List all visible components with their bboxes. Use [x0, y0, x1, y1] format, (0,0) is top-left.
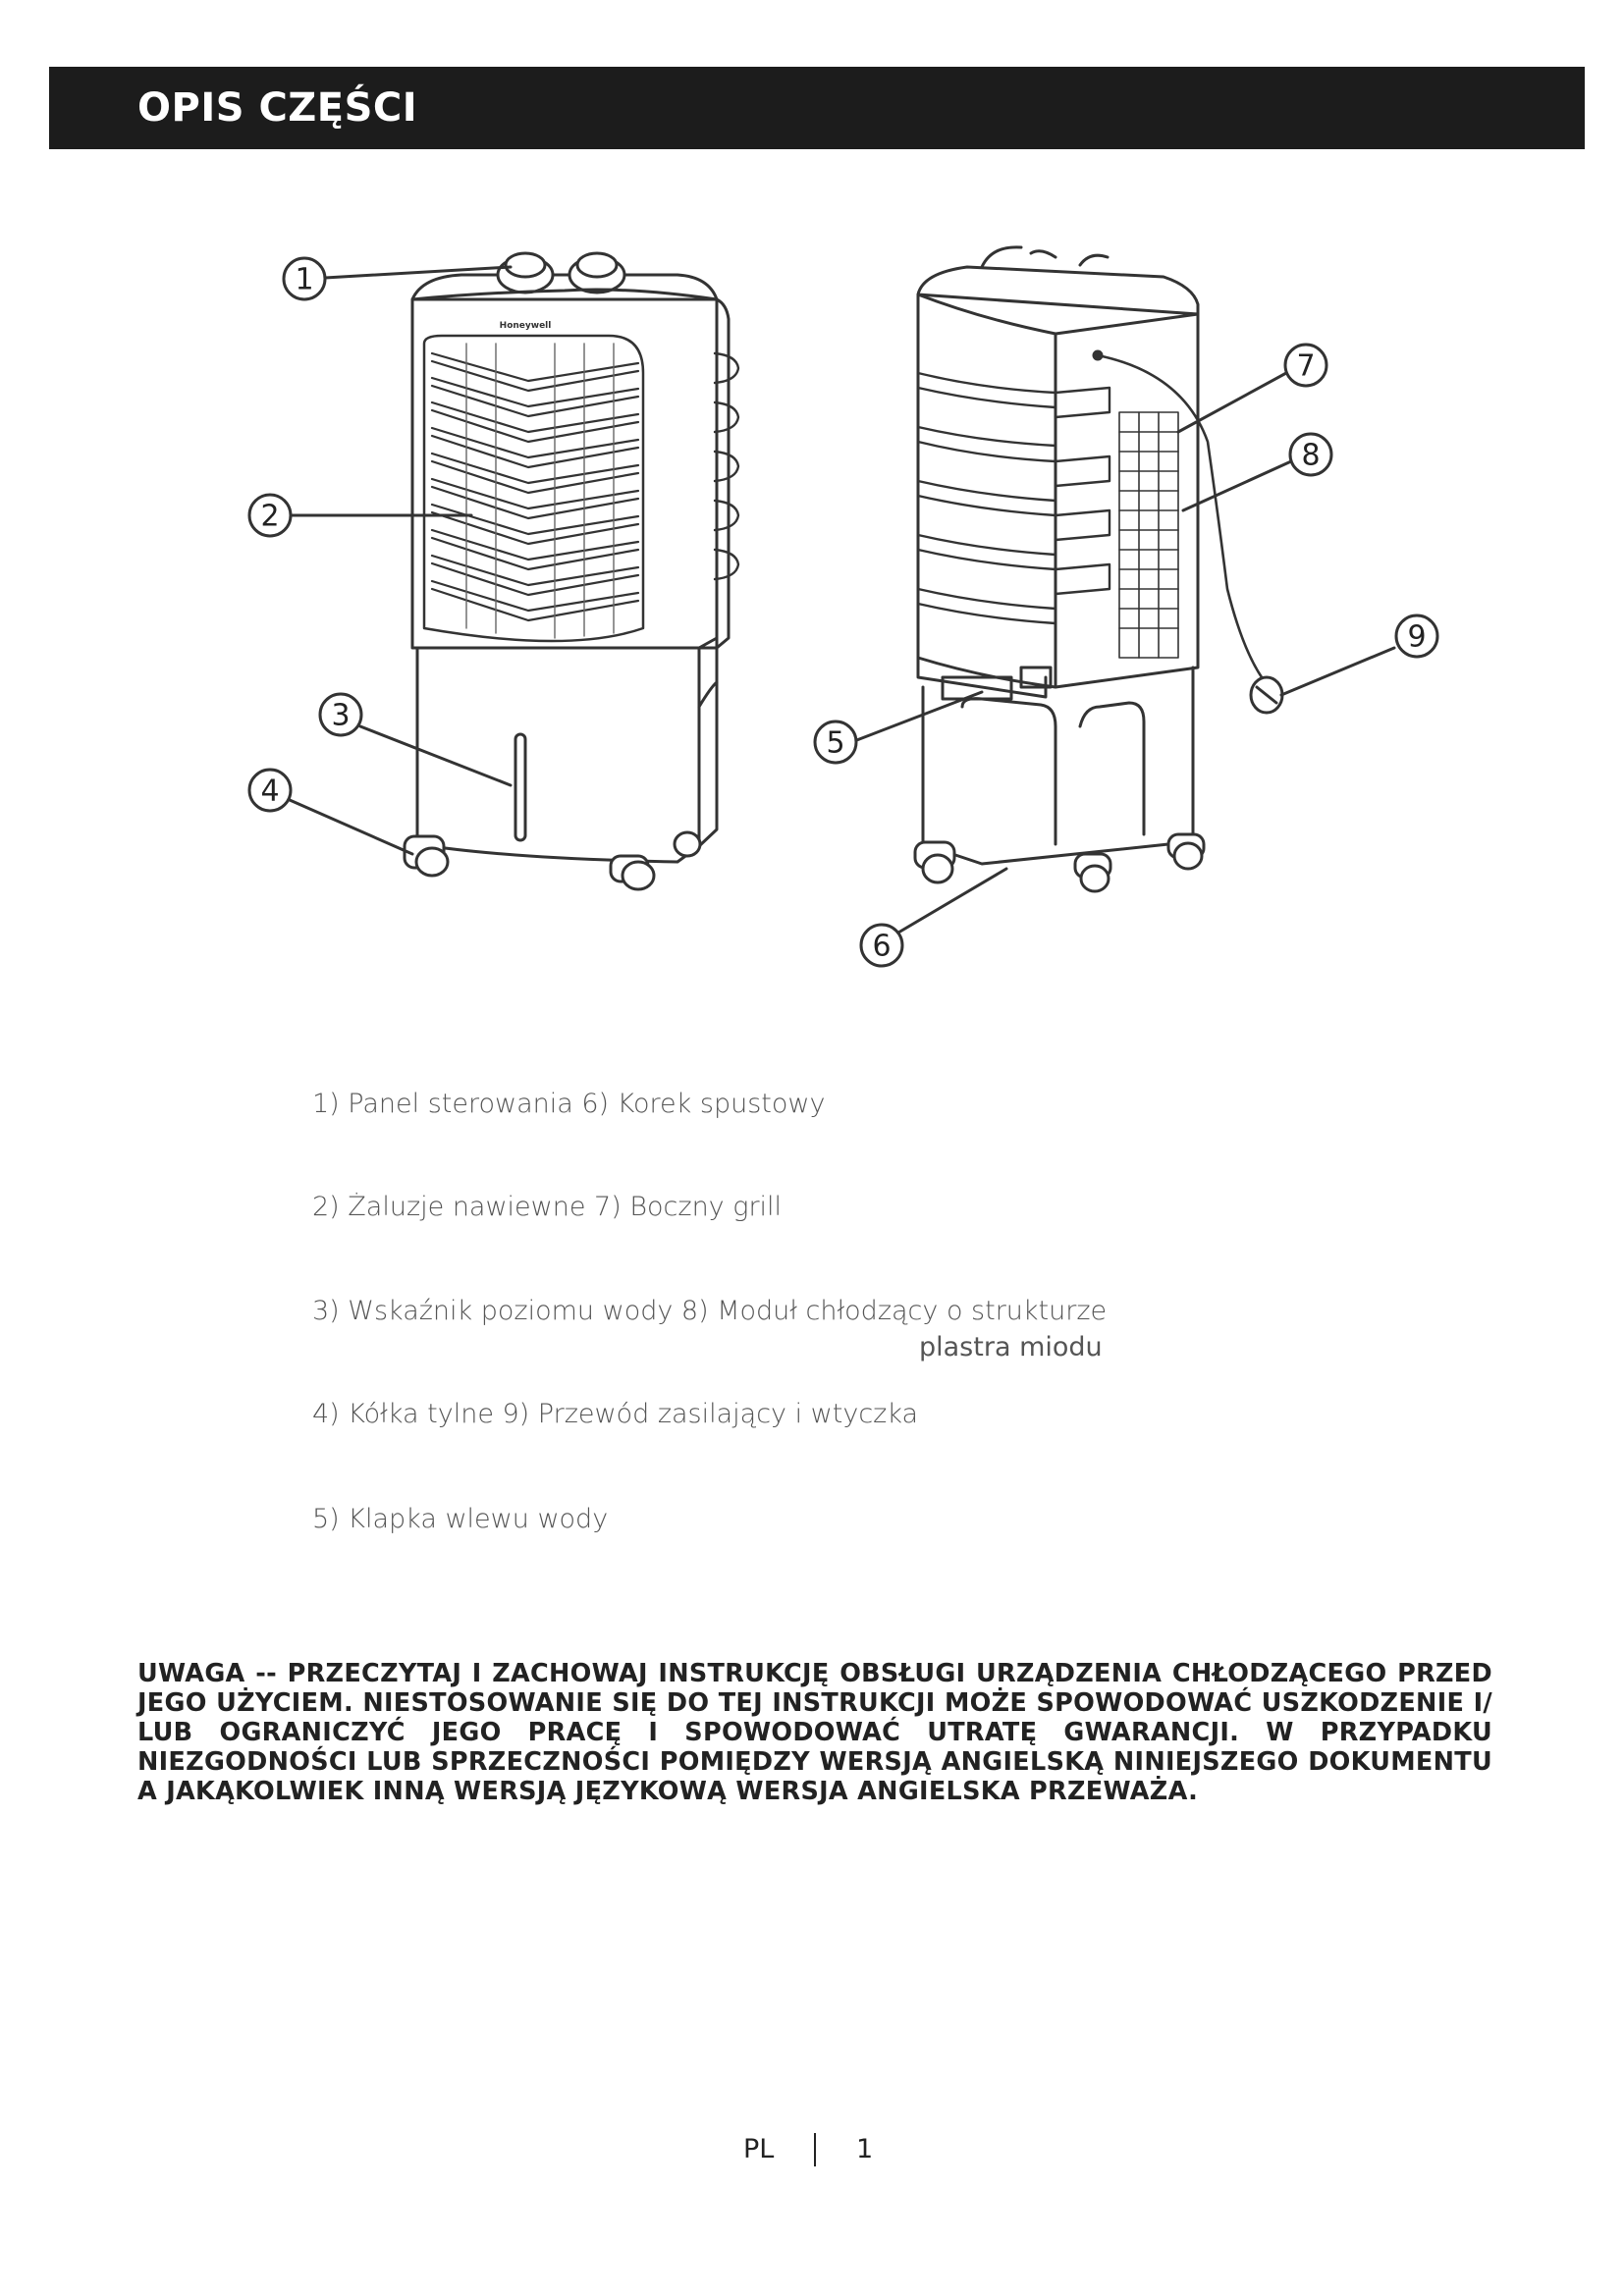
control-knob-icon — [569, 253, 624, 293]
warning-notice: UWAGA -- PRZECZYTAJ I ZACHOWAJ INSTRUKCJĘ OBSŁUGI URZĄDZENIA CHŁODZĄCEGO PRZED JEGO UŻYCIEM. NIESTOSOWANIE SIĘ DO TEJ INSTRUKCJI MOŻE SPOWODOWAĆ USZKODZENIE I/ LUB OGRANICZYĆ JEGO PRACĘ I SPOWODOWAĆ UTRATĘ GWARANCJI. W PRZYPADKU NIEZGODNOŚCI LUB SPRZECZNOŚCI POMIĘDZY WERSJĄ ANGIELSKĄ NINIEJSZEGO DOKUMENTU A JAKĄKOLWIEK INNĄ WERSJĄ JĘZYKOWĄ WERSJA ANGIELSKA PRZEWAŻA. — [137, 1659, 1492, 1806]
part-item-2: 2) Żaluzje nawiewne 7) Boczny grill — [312, 1192, 783, 1222]
callout-4 — [249, 770, 291, 811]
footer-separator — [814, 2133, 816, 2166]
part-item-5: 5) Klapka wlewu wody — [312, 1504, 609, 1534]
callout-number: 9 — [1407, 619, 1427, 655]
control-knob-icon — [498, 253, 553, 293]
part-item-4: 4) Kółka tylne 9) Przewód zasilający i wtyczka — [312, 1399, 919, 1429]
front-unit-illustration — [405, 253, 738, 889]
callout-number: 4 — [260, 774, 280, 809]
callout-5 — [815, 721, 856, 763]
wheel-icon — [1075, 854, 1110, 891]
callout-number: 6 — [872, 929, 892, 964]
callout-number: 1 — [295, 262, 314, 297]
callout-9 — [1396, 615, 1437, 657]
callout-number: 5 — [826, 725, 845, 761]
page-number: 1 — [856, 2134, 874, 2164]
parts-diagram — [0, 0, 1624, 982]
wheel-icon — [675, 832, 700, 856]
callout-number: 2 — [260, 499, 280, 534]
callout-8 — [1290, 434, 1331, 475]
callout-number: 3 — [331, 698, 351, 733]
wheel-icon — [611, 856, 654, 889]
wheel-icon — [405, 836, 448, 876]
callout-number: 8 — [1301, 438, 1321, 473]
brand-label: Honeywell — [499, 321, 552, 331]
wheel-icon — [915, 842, 954, 882]
callout-2 — [249, 495, 291, 536]
part-item-1: 1) Panel sterowania 6) Korek spustowy — [312, 1089, 826, 1119]
footer-language: PL — [743, 2134, 775, 2164]
section-title: OPIS CZĘŚCI — [137, 85, 418, 131]
plug-icon — [1251, 677, 1282, 713]
callout-1 — [284, 258, 325, 299]
honeycomb-grill-shape — [1119, 412, 1178, 658]
callout-number: 7 — [1296, 348, 1316, 384]
wheel-icon — [1168, 834, 1204, 869]
rear-unit-illustration — [915, 247, 1282, 891]
callout-6 — [861, 925, 902, 966]
callout-7 — [1285, 345, 1326, 386]
callout-3 — [320, 694, 361, 735]
page-footer — [0, 2130, 1624, 2169]
part-item-3: 3) Wskaźnik poziomu wody 8) Moduł chłodzący o strukturze — [312, 1296, 1108, 1326]
part-item-3-continuation: plastra miodu — [919, 1332, 1103, 1362]
water-level-indicator-shape — [515, 734, 525, 840]
